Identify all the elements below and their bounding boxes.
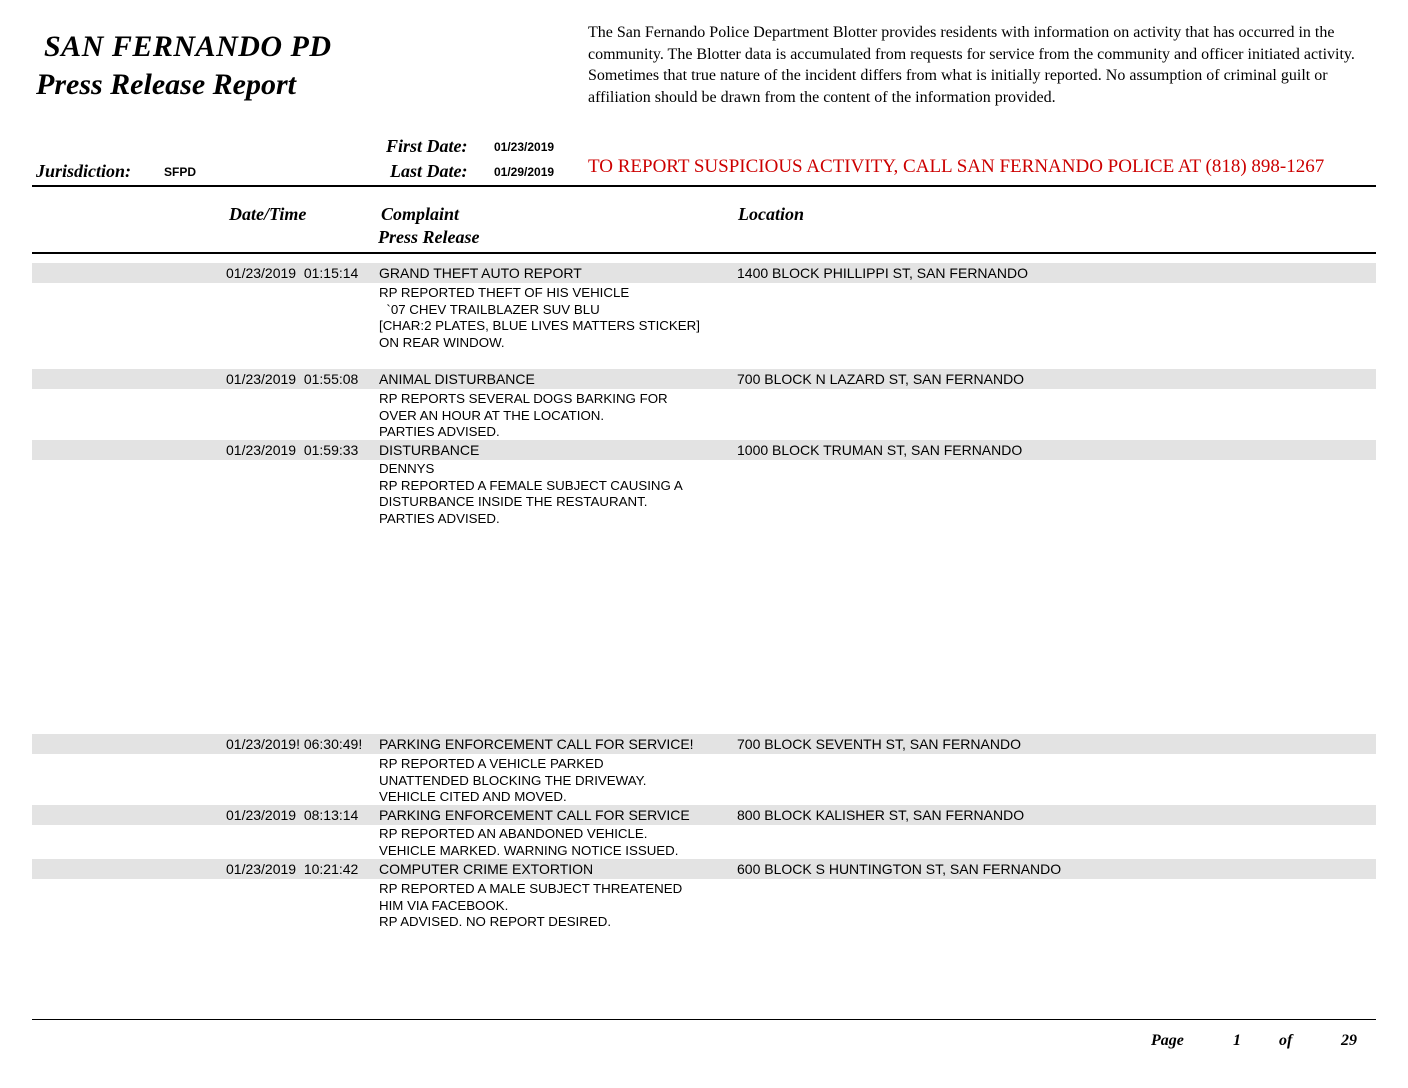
last-date-label: Last Date:: [390, 161, 468, 181]
entry-complaint: DISTURBANCE: [379, 442, 480, 458]
page-label: Page: [1151, 1032, 1184, 1049]
entry-datetime: 01/23/2019! 06:30:49!: [226, 736, 363, 752]
first-date-label: First Date:: [386, 136, 468, 156]
organization-name: SAN FERNANDO PD: [44, 30, 332, 63]
header-divider: [32, 185, 1376, 187]
entry-location: 800 BLOCK KALISHER ST, SAN FERNANDO: [737, 807, 1025, 823]
page-of-label: of: [1279, 1032, 1293, 1049]
entry-complaint: COMPUTER CRIME EXTORTION: [379, 861, 594, 877]
column-header-divider: [32, 252, 1376, 254]
entry-complaint: GRAND THEFT AUTO REPORT: [379, 265, 582, 281]
entry-complaint: PARKING ENFORCEMENT CALL FOR SERVICE!: [379, 736, 694, 752]
entry-datetime: 01/23/2019 01:15:14: [226, 265, 359, 281]
report-title: Press Release Report: [36, 68, 296, 101]
suspicious-activity-notice: TO REPORT SUSPICIOUS ACTIVITY, CALL SAN FERNANDO POLICE AT (818) 898-1267: [588, 156, 1325, 177]
last-date-value: 01/29/2019: [494, 165, 555, 179]
entry-complaint: ANIMAL DISTURBANCE: [379, 371, 535, 387]
entry-narrative: RP REPORTED THEFT OF HIS VEHICLE `07 CHEV TRAILBLAZER SUV BLU [CHAR:2 PLATES, BLUE LIVES MATTERS STICKER] ON REAR WINDOW.: [379, 285, 700, 350]
entry-narrative: RP REPORTED AN ABANDONED VEHICLE. VEHICLE MARKED. WARNING NOTICE ISSUED.: [379, 826, 679, 858]
column-header-complaint: Complaint: [381, 204, 460, 224]
entry-narrative: RP REPORTED A MALE SUBJECT THREATENED HIM VIA FACEBOOK. RP ADVISED. NO REPORT DESIRED.: [379, 881, 683, 929]
entry-location: 700 BLOCK SEVENTH ST, SAN FERNANDO: [737, 736, 1021, 752]
entry-row: [32, 859, 1376, 879]
entry-location: 700 BLOCK N LAZARD ST, SAN FERNANDO: [737, 371, 1025, 387]
jurisdiction-value: SFPD: [164, 165, 197, 179]
entry-row: [32, 263, 1376, 283]
entry-datetime: 01/23/2019 08:13:14: [226, 807, 359, 823]
entry-complaint: PARKING ENFORCEMENT CALL FOR SERVICE: [379, 807, 690, 823]
column-header-location: Location: [738, 204, 804, 224]
entry-row: [32, 369, 1376, 389]
disclaimer-text: The San Fernando Police Department Blotter provides residents with information on activity that has occurred in the community. The Blotter data is accumulated from requests for service from the community and officer initiated activity. Sometimes that true nature of the incident differs from what is initially reported. No assumption of criminal guilt or affiliation should be drawn from the content of the information provided.: [588, 24, 1355, 106]
entry-location: 1400 BLOCK PHILLIPPI ST, SAN FERNANDO: [737, 265, 1028, 281]
page-number: 1: [1233, 1032, 1241, 1049]
column-header-press-release: Press Release: [378, 227, 480, 247]
entry-narrative: RP REPORTED A VEHICLE PARKED UNATTENDED BLOCKING THE DRIVEWAY. VEHICLE CITED AND MOVED.: [379, 756, 647, 804]
entry-row: [32, 805, 1376, 825]
entry-location: 600 BLOCK S HUNTINGTON ST, SAN FERNANDO: [737, 861, 1062, 877]
page-total: 29: [1341, 1032, 1357, 1049]
entry-location: 1000 BLOCK TRUMAN ST, SAN FERNANDO: [737, 442, 1023, 458]
entry-narrative: DENNYS RP REPORTED A FEMALE SUBJECT CAUSING A DISTURBANCE INSIDE THE RESTAURANT. PARTIES ADVISED.: [379, 461, 683, 526]
entry-row: [32, 440, 1376, 460]
entry-datetime: 01/23/2019 01:55:08: [226, 371, 359, 387]
entry-datetime: 01/23/2019 01:59:33: [226, 442, 359, 458]
jurisdiction-label: Jurisdiction:: [36, 161, 132, 181]
column-header-datetime: Date/Time: [229, 204, 307, 224]
entry-row: [32, 734, 1376, 754]
entry-narrative: RP REPORTS SEVERAL DOGS BARKING FOR OVER AN HOUR AT THE LOCATION. PARTIES ADVISED.: [379, 391, 668, 439]
entry-datetime: 01/23/2019 10:21:42: [226, 861, 359, 877]
footer-divider: [32, 1019, 1376, 1020]
first-date-value: 01/23/2019: [494, 140, 555, 154]
